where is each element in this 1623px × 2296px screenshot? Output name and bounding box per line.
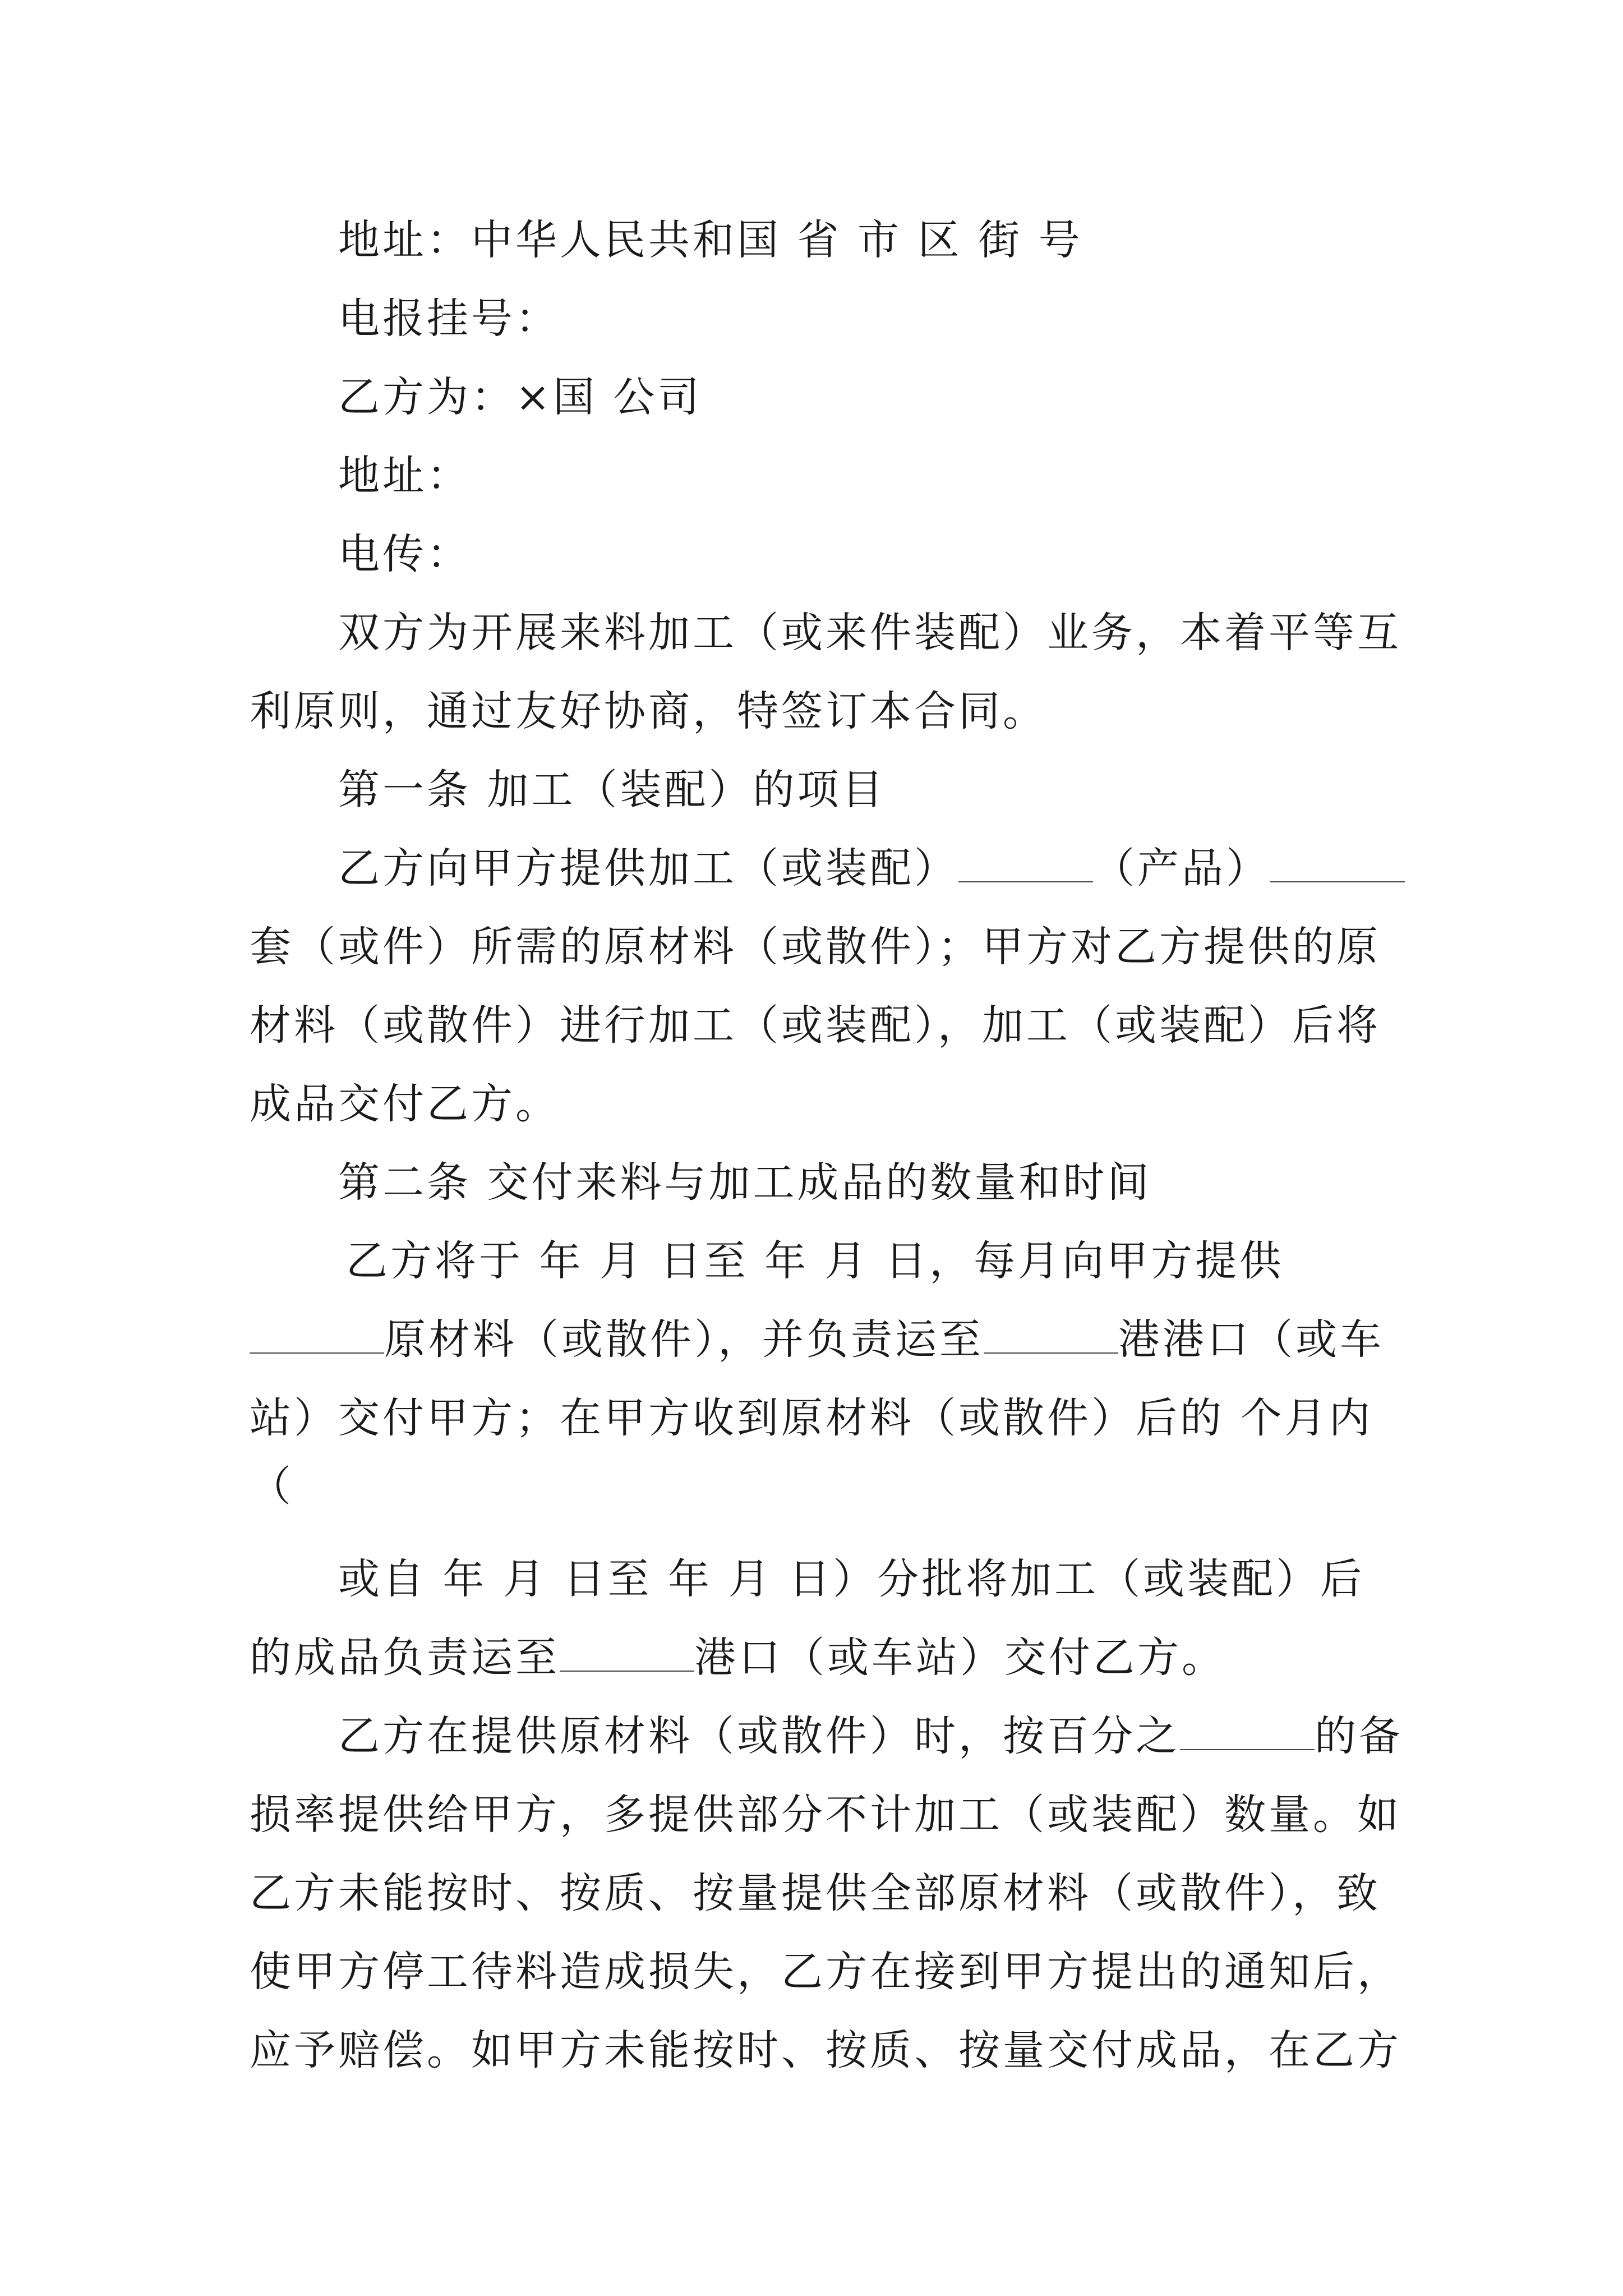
fill-blank bbox=[1180, 1710, 1315, 1750]
party-b-name: 乙方为：×国 公司 bbox=[338, 373, 702, 421]
preamble-line-2: 利原则，通过友好协商，特签订本合同。 bbox=[250, 687, 1047, 735]
text-segment: 乙方向甲方提供加工（或装配） bbox=[338, 844, 958, 892]
article-1-line-1 bbox=[338, 840, 1405, 896]
article-1-line-2: 套（或件）所需的原材料（或散件）；甲方对乙方提供的原 bbox=[250, 923, 1381, 971]
text-segment: 原材料（或散件），并负责运至 bbox=[384, 1315, 984, 1364]
article-2-line-4: （ bbox=[250, 1462, 294, 1511]
party-b-telex: 电传： bbox=[338, 530, 471, 578]
party-a-address: 地址：中华人民共和国 省 市 区 街 号 bbox=[338, 216, 1083, 264]
fill-blank bbox=[958, 842, 1093, 882]
text-segment: 的备 bbox=[1315, 1712, 1403, 1760]
article-2-line-6 bbox=[250, 1630, 1226, 1686]
article-2-line-10: 使甲方停工待料造成损失，乙方在接到甲方提出的通知后， bbox=[250, 1948, 1401, 1996]
party-a-telegram: 电报挂号： bbox=[338, 295, 560, 343]
party-b-address: 地址： bbox=[338, 452, 471, 500]
article-2-line-9: 乙方未能按时、按质、按量提供全部原材料（或散件），致 bbox=[250, 1869, 1381, 1917]
fill-blank bbox=[1270, 842, 1405, 882]
article-2-line-5: 或自 年 月 日至 年 月 日）分批将加工（或装配）后 bbox=[338, 1555, 1365, 1603]
preamble-line-1: 双方为开展来料加工（或来件装配）业务，本着平等互 bbox=[338, 609, 1401, 657]
article-1-heading: 第一条 加工（装配）的项目 bbox=[338, 766, 886, 814]
fill-blank bbox=[984, 1313, 1118, 1354]
article-2-line-8: 损率提供给甲方，多提供部分不计加工（或装配）数量。如 bbox=[250, 1791, 1401, 1839]
text-segment: 港口（或车站）交付乙方。 bbox=[694, 1634, 1226, 1682]
fill-blank bbox=[250, 1313, 384, 1354]
fill-blank bbox=[560, 1631, 694, 1672]
text-segment: 乙方在提供原材料（或散件）时，按百分之 bbox=[338, 1712, 1180, 1760]
article-2-line-11: 应予赔偿。如甲方未能按时、按质、按量交付成品，在乙方 bbox=[250, 2026, 1401, 2074]
text-segment: （产品） bbox=[1093, 844, 1270, 892]
article-2-heading: 第二条 交付来料与加工成品的数量和时间 bbox=[338, 1158, 1152, 1207]
text-segment: 港港口（或车 bbox=[1118, 1315, 1384, 1364]
article-2-line-1: 乙方将于 年 月 日至 年 月 日，每月向甲方提供 bbox=[346, 1237, 1284, 1285]
text-segment: 的成品负责运至 bbox=[250, 1634, 560, 1682]
article-2-line-3: 站）交付甲方；在甲方收到原材料（或散件）后的 个月内 bbox=[250, 1394, 1373, 1442]
article-1-line-4: 成品交付乙方。 bbox=[250, 1080, 560, 1128]
article-2-line-2 bbox=[250, 1312, 1384, 1368]
article-2-line-7 bbox=[338, 1708, 1403, 1764]
article-1-line-3: 材料（或散件）进行加工（或装配），加工（或装配）后将 bbox=[250, 1001, 1381, 1050]
